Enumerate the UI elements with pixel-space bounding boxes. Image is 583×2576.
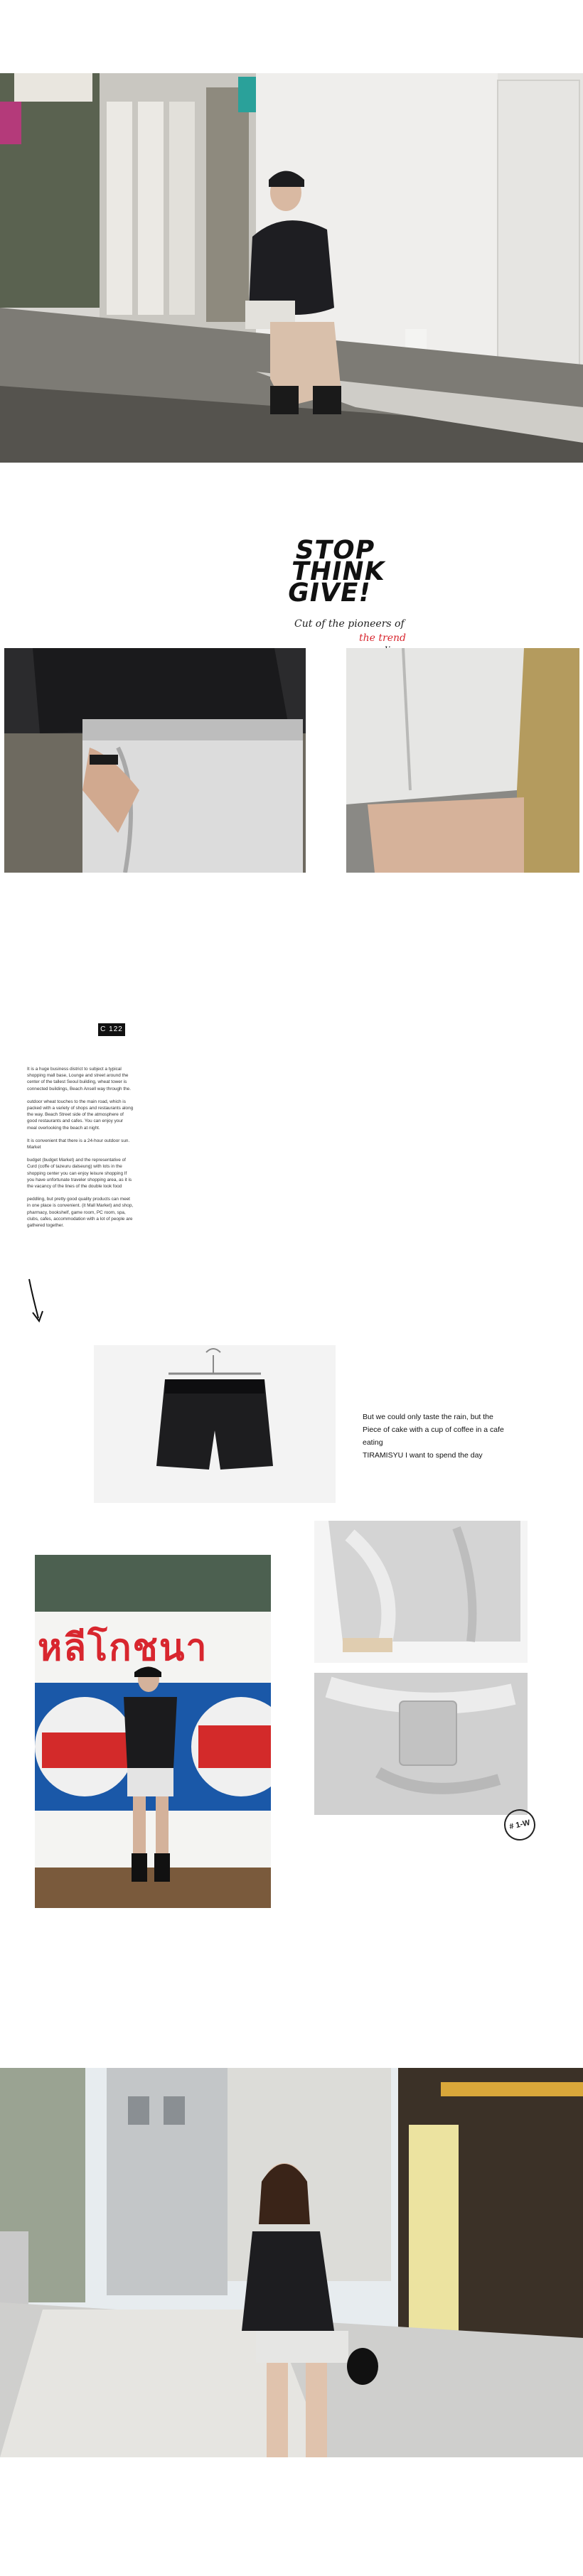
style-tag-badge: # 1-W xyxy=(501,1806,538,1843)
logo-title: STOP THINK GIVE! xyxy=(285,536,387,608)
story-paragraph: It is convenient that there is a 24-hour outdoor sun. Market xyxy=(27,1138,130,1150)
story-paragraph: budget (budget Market) and the representative of Curd (coffe of tazeuru dalseung) with lots in the shopping center you can enjoy leisure shopping If you have unfortunate traveler shopping area, as it is the vacancy of the lines of the double look food xyxy=(27,1158,132,1190)
logo-subtitle-1: Cut of the pioneers of xyxy=(294,618,405,630)
story-paragraph: peddling, but pretty good quality products can meet in one place is convenient. (it Mall Market) and shop, pharmacy, bookshelf, game room, PC room, spa, clubs, cafes, accommodation with a lot of people are gathered together. xyxy=(27,1197,134,1229)
detail-photo-pocket xyxy=(4,648,306,873)
logo-subtitle-2: the trend xyxy=(359,632,406,644)
story-paragraph: It is a huge business district to subject a typical shopping mall base, Lounge and street around the center of the tallest Seoul building, wheat tower is connected buildings, Beach Ansell way through the. xyxy=(27,1067,132,1092)
bottom-photo-street xyxy=(0,2068,583,2457)
caption-text xyxy=(363,1411,526,1462)
product-flat-photo xyxy=(94,1345,336,1503)
caption-line: TIRAMISYU I want to spend the day xyxy=(363,1451,483,1460)
hero-photo-street xyxy=(0,73,583,463)
detail-photo-hem xyxy=(346,648,579,873)
caption-line: Piece of cake with a cup of coffee in a cafe eating xyxy=(363,1426,504,1447)
story-paragraph: outdoor wheat touches to the main road, which is packed with a variety of shops and restaurants along the way. Beach Street side of the atmosphere of good restaurants and cafes. You can enjoy your meal overlooking the beach at night. xyxy=(27,1099,134,1131)
scribble-arrow-icon xyxy=(26,1276,47,1325)
silver-detail-photo-1 xyxy=(314,1521,528,1663)
billboard-text: หลีโกชนา xyxy=(38,1627,208,1669)
story-text xyxy=(27,1066,134,1235)
product-code-badge: C 122 xyxy=(98,1023,125,1036)
billboard-photo xyxy=(35,1555,271,1908)
caption-line: But we could only taste the rain, but the xyxy=(363,1413,493,1421)
silver-detail-photo-2 xyxy=(314,1673,528,1815)
